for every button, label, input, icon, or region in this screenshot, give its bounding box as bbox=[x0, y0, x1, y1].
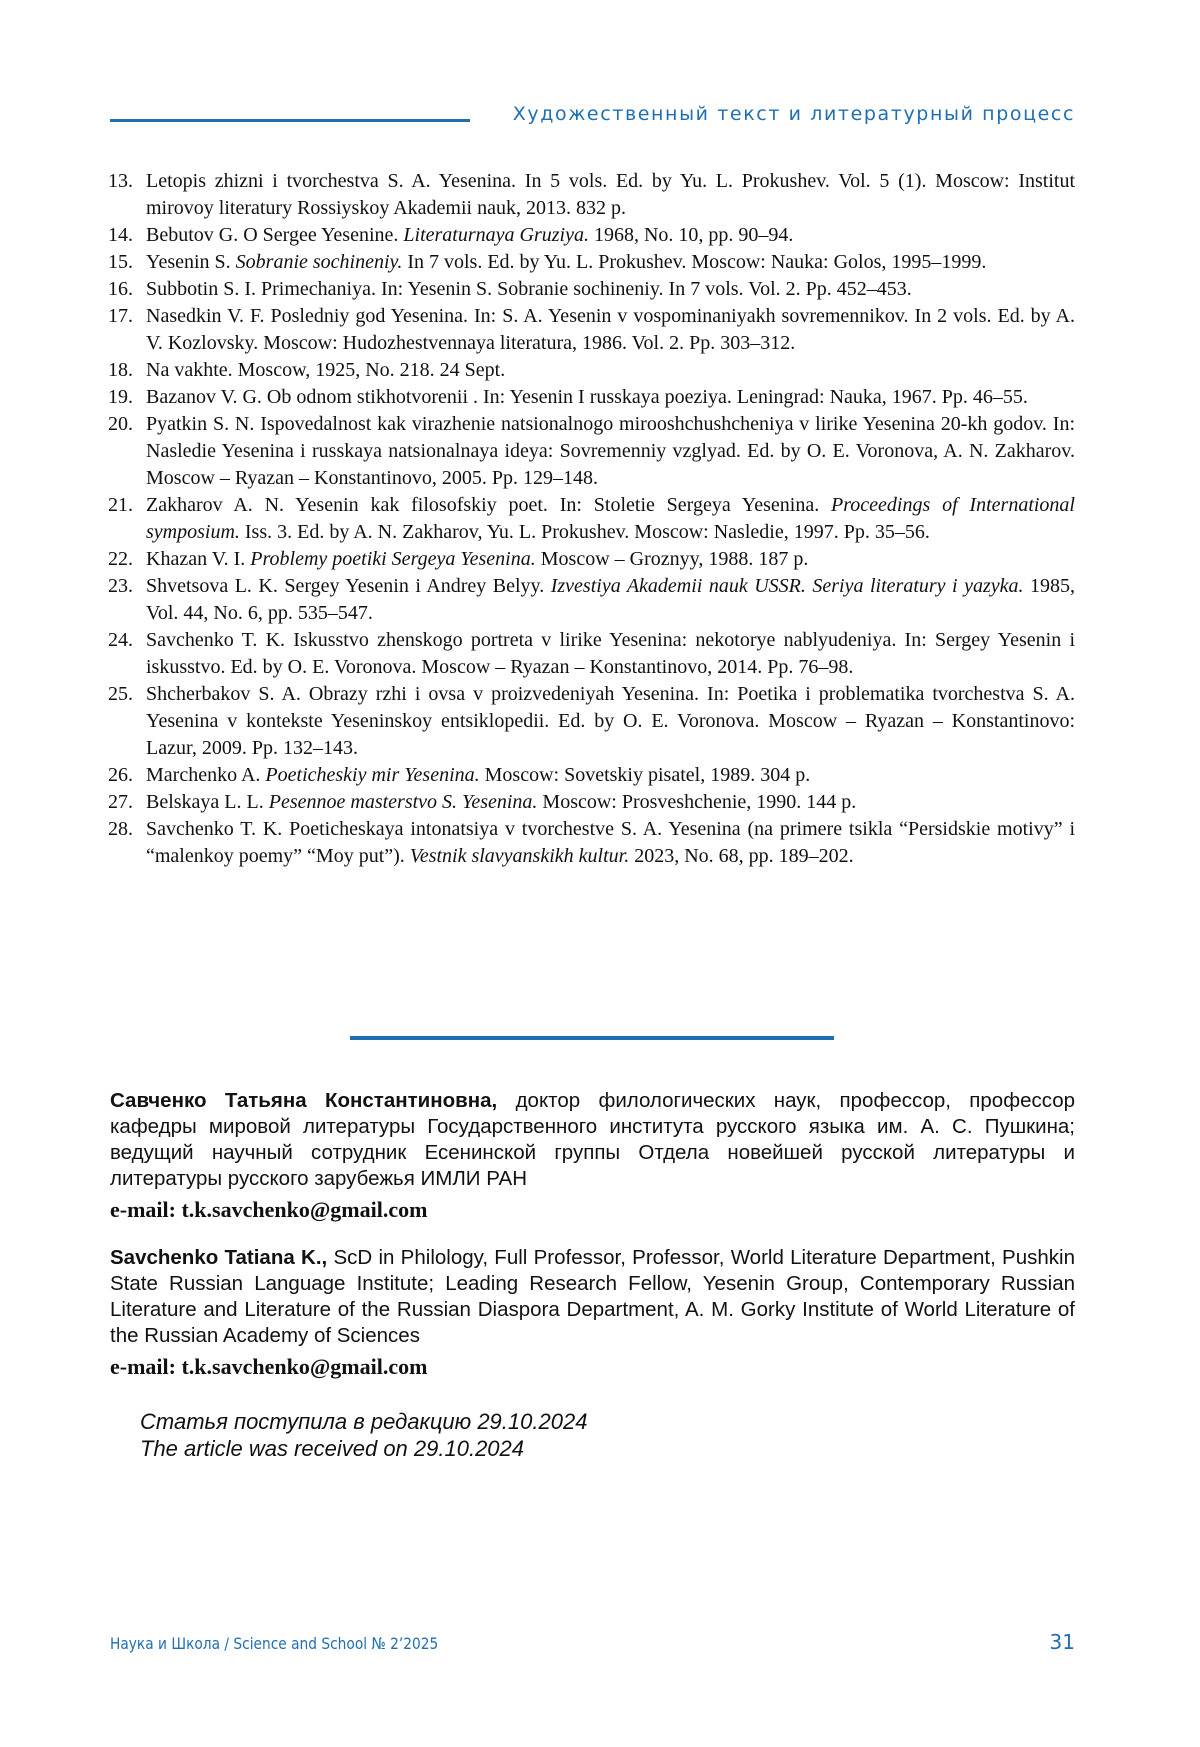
reference-number: 15. bbox=[108, 251, 133, 273]
reference-text: Nasedkin V. F. Posledniy god Yesenina. In: S. A. Yesenin v vospominaniyakh sovremennikov. In 2 vols. Ed. by A. V. Kozlovsky. Moscow: Hudozhestvennaya literatura, 1986. Vol. 2. Pp. 303–312. bbox=[146, 305, 1075, 354]
email-label-ru: e-mail: bbox=[110, 1197, 176, 1222]
reference-item bbox=[108, 627, 1075, 681]
reference-text: Pyatkin S. N. Ispovedalnost kak virazhenie natsionalnogo mirooshchushcheniya v lirike Yesenina 20-kh godov. In: Nasledie Yesenina i russkaya natsionalnaya ideya: Sovremenniy vzglyad. Ed. by O. E. Voronova, A. N. Zakharov. Moscow – Ryazan – Konstantinovo, 2005. Pp. 129–148. bbox=[146, 413, 1075, 489]
reference-text: Na vakhte. Moscow, 1925, No. 218. 24 Sept. bbox=[146, 359, 506, 381]
author-affiliation-ru: доктор филологических наук, профессор, профессор кафедры мировой литературы Государственного института русского языка им. А. С. Пушкина; ведущий научный сотрудник Есенинской группы Отдела новейшей русской литературы и литературы русского зарубежья ИМЛИ РАН bbox=[110, 1089, 1076, 1190]
reference-text: Savchenko T. K. Iskusstvo zhenskogo portreta v lirike Yesenina: nekotorye nablyudeniya. In: Sergey Yesenin i iskusstvo. Ed. by O. E. Voronova. Moscow – Ryazan – Konstantinovo, 2014. Pp. 76–98. bbox=[146, 629, 1075, 678]
reference-number: 14. bbox=[108, 224, 133, 246]
reference-text: Bazanov V. G. Ob odnom stikhotvorenii . In: Yesenin I russkaya poeziya. Leningrad: Nauka, 1967. Pp. 46–55. bbox=[146, 386, 1028, 408]
reference-item bbox=[108, 168, 1075, 222]
reference-number: 24. bbox=[108, 629, 133, 651]
reference-text: Subbotin S. I. Primechaniya. In: Yesenin S. Sobranie sochineniy. In 7 vols. Vol. 2. Pp. 452–453. bbox=[146, 278, 912, 300]
reference-item bbox=[108, 411, 1075, 492]
received-ru: Статья поступила в редакцию 29.10.2024 bbox=[140, 1409, 588, 1434]
reference-text: 2023, No. 68, pp. 189–202. bbox=[629, 845, 854, 867]
reference-item bbox=[108, 573, 1075, 627]
reference-item bbox=[108, 816, 1075, 870]
reference-source-title: Literaturnaya Gruziya. bbox=[403, 224, 589, 246]
reference-text: In 7 vols. Ed. by Yu. L. Prokushev. Moscow: Nauka: Golos, 1995–1999. bbox=[402, 251, 987, 273]
running-title: Художественный текст и литературный процесс bbox=[512, 103, 1075, 125]
reference-text: Shvetsova L. K. Sergey Yesenin i Andrey Belyy. bbox=[146, 575, 551, 597]
author-affiliation-en: ScD in Philology, Full Professor, Professor, World Literature Department, Pushkin State Russian Language Institute; Leading Research Fellow, Yesenin Group, Contemporary Russian Literature and Literature of the Russian Diaspora Department, A. M. Gorky Institute of World Literature of the Russian Academy of Sciences bbox=[110, 1246, 1075, 1347]
reference-number: 23. bbox=[108, 575, 133, 597]
reference-text: Bebutov G. O Sergee Yesenine. bbox=[146, 224, 404, 246]
author-name-en: Savchenko Tatiana K., bbox=[110, 1246, 328, 1269]
reference-number: 17. bbox=[108, 305, 133, 327]
reference-text: Moscow – Groznyy, 1988. 187 p. bbox=[535, 548, 809, 570]
reference-number: 27. bbox=[108, 791, 133, 813]
reference-number: 28. bbox=[108, 818, 133, 840]
reference-source-title: Problemy poetiki Sergeya Yesenina. bbox=[250, 548, 536, 570]
reference-number: 19. bbox=[108, 386, 133, 408]
footer-journal: Наука и Школа / Science and School № 2’2025 bbox=[110, 1634, 439, 1653]
reference-item bbox=[108, 384, 1075, 411]
author-name-ru: Савченко Татьяна Константиновна, bbox=[110, 1089, 498, 1112]
page-number: 31 bbox=[1049, 1630, 1075, 1654]
reference-text: Savchenko T. K. Poeticheskaya intonatsiya v tvorchestve S. A. Yesenina (na primere tsikla “Persidskie motivy” i “malenkoy poemy” “Moy put”). bbox=[146, 818, 1075, 867]
reference-text: Iss. 3. Ed. by A. N. Zakharov, Yu. L. Prokushev. Moscow: Nasledie, 1997. Pp. 35–56. bbox=[239, 521, 930, 543]
reference-source-title: Proceedings of International symposium. bbox=[146, 494, 1075, 543]
email-ru bbox=[110, 1197, 427, 1223]
references-list bbox=[108, 168, 1075, 870]
reference-text: Moscow: Prosveshchenie, 1990. 144 p. bbox=[537, 791, 857, 813]
reference-source-title: Sobranie sochineniy. bbox=[235, 251, 403, 273]
reference-text: Moscow: Sovetskiy pisatel, 1989. 304 p. bbox=[479, 764, 811, 786]
reference-item bbox=[108, 546, 1075, 573]
reference-number: 22. bbox=[108, 548, 133, 570]
reference-text: Belskaya L. L. bbox=[146, 791, 269, 813]
email-label-en: e-mail: bbox=[110, 1354, 176, 1379]
reference-text: Yesenin S. bbox=[146, 251, 236, 273]
reference-item bbox=[108, 276, 1075, 303]
reference-text: Letopis zhizni i tvorchestva S. A. Yesenina. In 5 vols. Ed. by Yu. L. Prokushev. Vol. 5 (1). Moscow: Institut mirovoy literatury Rossiyskoy Akademii nauk, 2013. 832 p. bbox=[146, 170, 1075, 219]
reference-text: 1968, No. 10, pp. 90–94. bbox=[588, 224, 794, 246]
reference-text: Khazan V. I. bbox=[146, 548, 251, 570]
reference-text: Zakharov A. N. Yesenin kak filosofskiy poet. In: Stoletie Sergeya Yesenina. bbox=[146, 494, 832, 516]
reference-item bbox=[108, 249, 1075, 276]
reference-item bbox=[108, 492, 1075, 546]
section-divider bbox=[350, 1036, 834, 1040]
reference-item bbox=[108, 357, 1075, 384]
header-rule bbox=[110, 119, 470, 122]
email-address-ru[interactable]: t.k.savchenko@gmail.com bbox=[181, 1197, 428, 1222]
reference-item bbox=[108, 681, 1075, 762]
reference-number: 21. bbox=[108, 494, 133, 516]
reference-source-title: Poeticheskiy mir Yesenina. bbox=[265, 764, 480, 786]
reference-source-title: Vestnik slavyanskikh kultur. bbox=[409, 845, 630, 867]
reference-number: 20. bbox=[108, 413, 133, 435]
reference-source-title: Izvestiya Akademii nauk USSR. Seriya literatury i yazyka. bbox=[550, 575, 1024, 597]
reference-number: 25. bbox=[108, 683, 133, 705]
reference-number: 16. bbox=[108, 278, 133, 300]
reference-text: Marchenko A. bbox=[146, 764, 266, 786]
reference-item bbox=[108, 303, 1075, 357]
author-info-ru bbox=[110, 1088, 1075, 1192]
email-address-en[interactable]: t.k.savchenko@gmail.com bbox=[181, 1354, 428, 1379]
reference-text: 1985, Vol. 44, No. 6, pp. 535–547. bbox=[146, 575, 1075, 624]
email-en bbox=[110, 1354, 427, 1380]
reference-source-title: Pesennoe masterstvo S. Yesenina. bbox=[268, 791, 538, 813]
reference-item bbox=[108, 762, 1075, 789]
reference-item bbox=[108, 789, 1075, 816]
reference-text: Shcherbakov S. A. Obrazy rzhi i ovsa v proizvedeniyah Yesenina. In: Poetika i problematika tvorchestva S. A. Yesenina v kontekste Yeseninskoy entsiklopedii. Ed. by O. E. Voronova. Moscow – Ryazan – Konstantinovo: Lazur, 2009. Pp. 132–143. bbox=[146, 683, 1075, 759]
received-en: The article was received on 29.10.2024 bbox=[140, 1436, 525, 1461]
reference-number: 26. bbox=[108, 764, 133, 786]
author-info-en bbox=[110, 1245, 1075, 1349]
reference-number: 13. bbox=[108, 170, 133, 192]
running-header bbox=[110, 105, 1075, 127]
reference-number: 18. bbox=[108, 359, 133, 381]
received-note bbox=[140, 1408, 587, 1462]
reference-item bbox=[108, 222, 1075, 249]
